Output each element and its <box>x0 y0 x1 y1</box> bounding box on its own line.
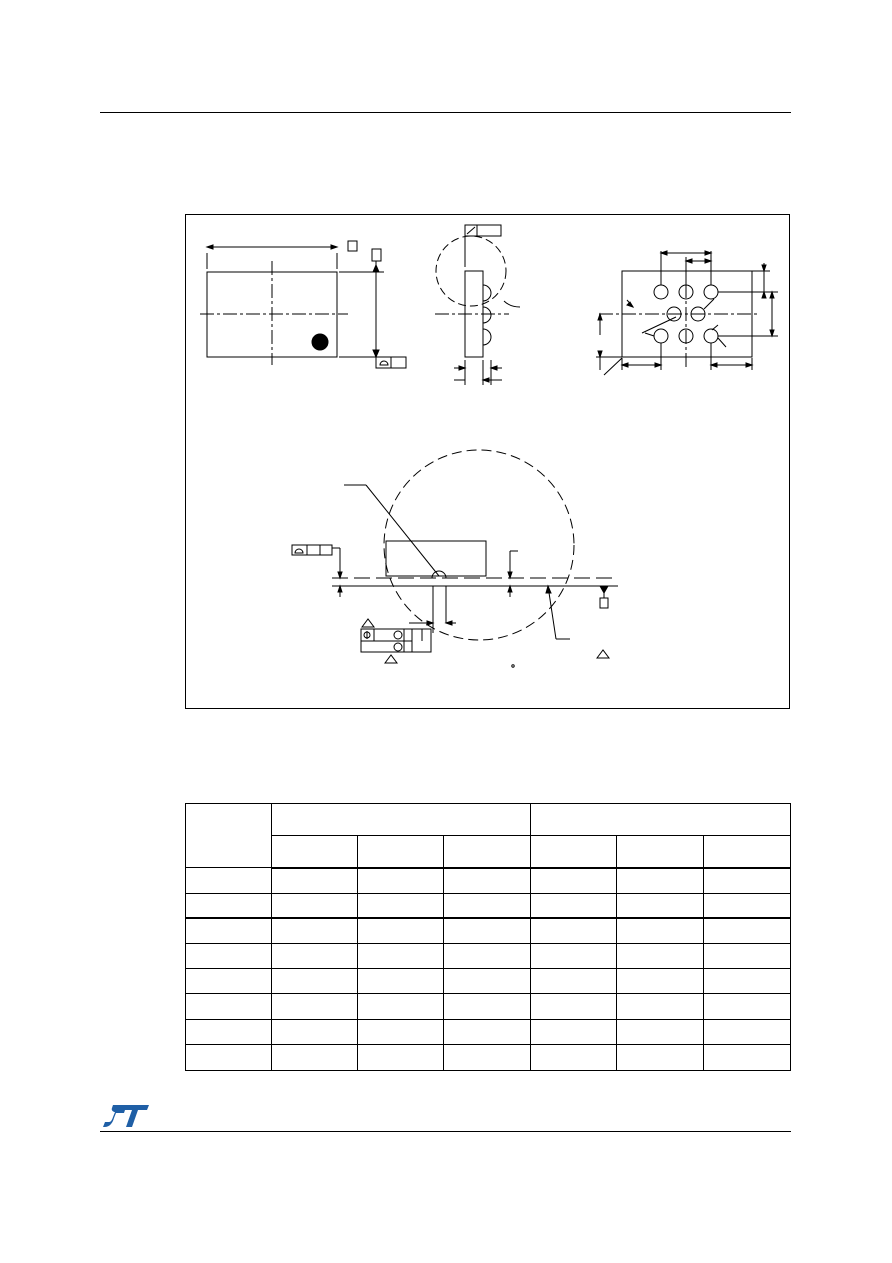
table-cell <box>186 918 272 943</box>
table-row <box>186 1044 791 1070</box>
table-cell <box>531 1044 617 1070</box>
table-cell <box>617 994 704 1019</box>
pin1-marker <box>312 334 328 350</box>
table-cell <box>186 969 272 994</box>
table-cell <box>704 944 791 969</box>
table-cell <box>358 969 444 994</box>
table-cell <box>617 893 704 918</box>
table-cell <box>358 918 444 943</box>
table-row <box>186 994 791 1019</box>
table-cell <box>617 1019 704 1044</box>
header-sub-4 <box>531 836 617 868</box>
table-cell <box>444 994 531 1019</box>
table-cell <box>531 944 617 969</box>
table-cell <box>272 1019 358 1044</box>
table-cell <box>531 893 617 918</box>
package-outline-drawing <box>185 214 790 709</box>
st-logo-icon <box>103 1103 151 1129</box>
top-view <box>200 241 406 368</box>
table-cell <box>272 868 358 893</box>
table-cell <box>704 969 791 994</box>
table-cell <box>358 893 444 918</box>
table-cell <box>358 1044 444 1070</box>
bottom-view <box>596 251 778 375</box>
detail-view <box>292 450 618 667</box>
side-view <box>435 225 520 385</box>
table-row <box>186 918 791 943</box>
table-cell <box>186 893 272 918</box>
table-cell <box>272 994 358 1019</box>
package-outline-svg <box>186 215 791 710</box>
table-cell <box>358 994 444 1019</box>
table-cell <box>617 918 704 943</box>
header-sub-2 <box>358 836 444 868</box>
table-cell <box>531 994 617 1019</box>
table-cell <box>531 1019 617 1044</box>
table-cell <box>186 994 272 1019</box>
header-rule <box>100 112 791 113</box>
table-cell <box>531 969 617 994</box>
table-cell <box>617 944 704 969</box>
table-cell <box>531 868 617 893</box>
header-group-2 <box>531 804 791 836</box>
table-cell <box>444 893 531 918</box>
footer-rule <box>100 1131 791 1132</box>
table-cell <box>617 969 704 994</box>
table-cell <box>444 944 531 969</box>
table-cell <box>704 1019 791 1044</box>
table-cell <box>444 1019 531 1044</box>
table-cell <box>272 944 358 969</box>
table-cell <box>704 893 791 918</box>
table-cell <box>272 918 358 943</box>
table-cell <box>272 893 358 918</box>
table-row <box>186 868 791 893</box>
header-symbol-cell <box>186 804 272 868</box>
table-cell <box>186 1019 272 1044</box>
table-row <box>186 969 791 994</box>
table-row <box>186 893 791 918</box>
table-cell <box>186 868 272 893</box>
table-cell <box>272 1044 358 1070</box>
header-sub-6 <box>704 836 791 868</box>
table-cell <box>444 918 531 943</box>
table-cell <box>617 868 704 893</box>
table-cell <box>444 969 531 994</box>
header-sub-5 <box>617 836 704 868</box>
table-cell <box>358 944 444 969</box>
table-cell <box>358 868 444 893</box>
header-sub-1 <box>272 836 358 868</box>
dimensions-table <box>185 803 791 1071</box>
table-cell <box>704 994 791 1019</box>
table-cell <box>531 918 617 943</box>
table-cell <box>358 1019 444 1044</box>
table-cell <box>704 868 791 893</box>
header-group-1 <box>272 804 531 836</box>
table-cell <box>704 918 791 943</box>
table-cell <box>186 1044 272 1070</box>
table-row <box>186 1019 791 1044</box>
table-row <box>186 944 791 969</box>
table-cell <box>272 969 358 994</box>
table-cell <box>444 868 531 893</box>
table-cell <box>444 1044 531 1070</box>
table-cell <box>617 1044 704 1070</box>
header-sub-3 <box>444 836 531 868</box>
table-cell <box>704 1044 791 1070</box>
table-cell <box>186 944 272 969</box>
